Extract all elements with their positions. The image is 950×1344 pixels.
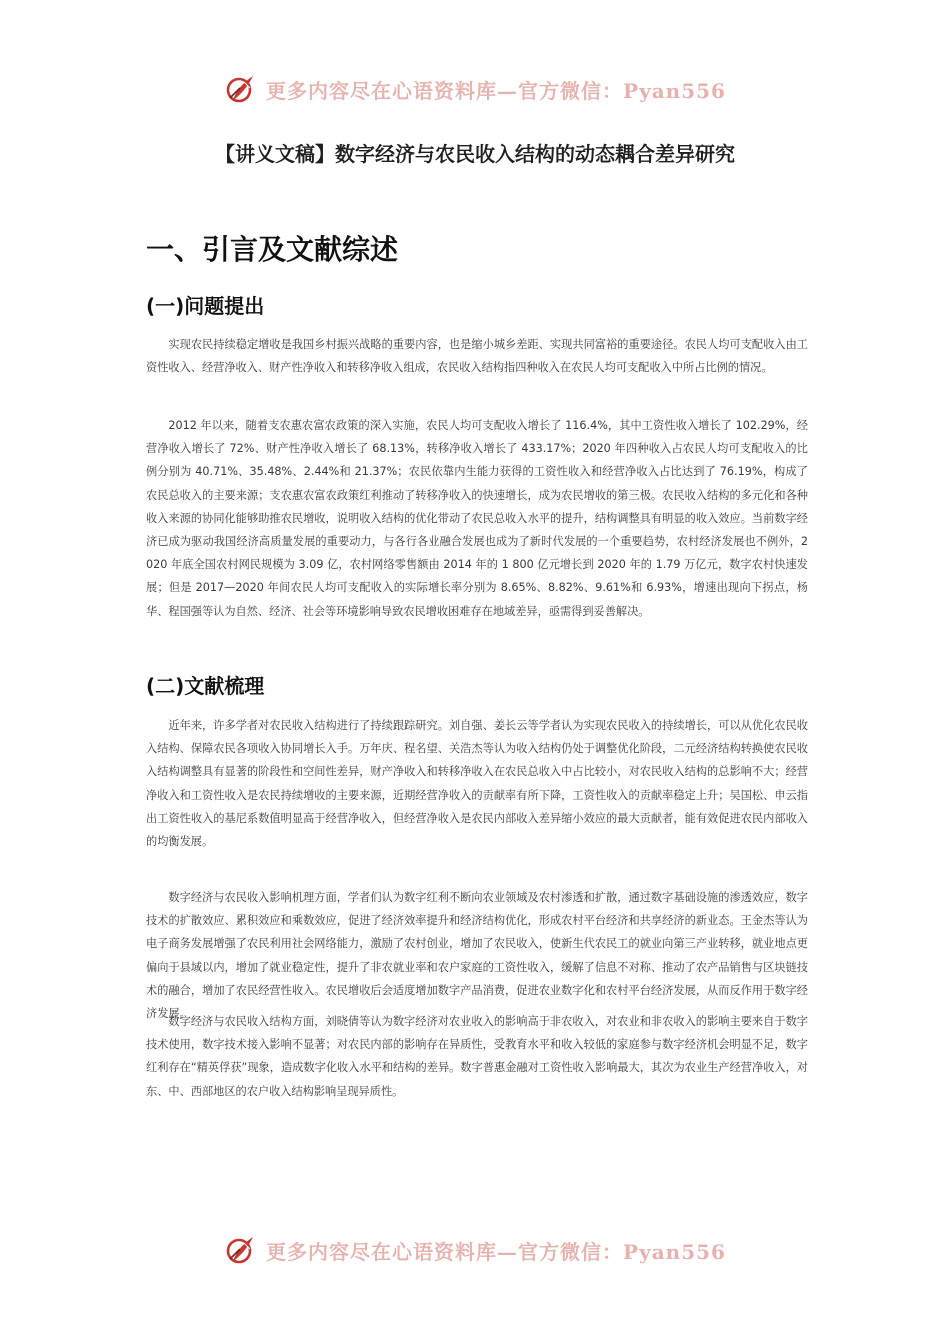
paragraph-2: 2012 年以来，随着支农惠农富农政策的深入实施，农民人均可支配收入增长了 116.4%，其中工资性收入增长了 102.29%，经营净收入增长了 72%、财产性净收入增长了 68.13%，转移净收入增长了 433.17%；2020 年四种收入占农民人均可支配收入的比例分别为 40.71%、35.48%、2.44%和 21.37%；农民依靠内生能力获得的工资性收入和经营净收入占比达到了 76.19%，构成了农民总收入的主要来源；支农惠农富农政策红利推动了转移净收入的快速增长，成为农民增收的第三极。农民收入结构的多元化和各种收入来源的协同化能够助推农民增收，说明收入结构的优化带动了农民总收入水平的提升，结构调整具有明显的收入效应。当前数字经济已成为驱动我国经济高质量发展的重要动力，与各行各业融合发展也成为了新时代发展的一个重要趋势，农村经济发展也不例外，2020 年底全国农村网民规模为 3.09 亿，农村网络零售额由 2014 年的 1 800 亿元增长到 2020 年的 1.79 万亿元，数字农村快速发展；但是 2017—2020 年间农民人均可支配收入的实际增长率分别为 8.65%、8.82%、9.61%和 6.93%，增速出现向下拐点，杨华、程国强等认为自然、经济、社会等环境影响导致农民增收困难存在地域差异，亟需得到妥善解决。	[146, 419, 808, 618]
quill-logo-icon	[224, 1233, 258, 1267]
footer-banner-text: 更多内容尽在心语资料库—官方微信：Pyan556	[266, 1239, 726, 1264]
paragraph-5: 数字经济与农民收入结构方面，刘晓倩等认为数字经济对农业收入的影响高于非农收入，对农业和非农收入的影响主要来自于数字技术使用，数字技术接入影响不显著；对农民内部的影响存在异质性，受教育水平和收入较低的家庭参与数字经济机会明显不足，数字红利存在“精英俘获”现象，造成数字化收入水平和结构的差异。数字普惠金融对工资性收入影响最大，其次为农业生产经营净收入，对东、中、西部地区的农户收入结构影响呈现异质性。	[146, 1015, 808, 1098]
quill-logo-icon	[224, 72, 258, 106]
subsection-heading-1: (一)问题提出	[146, 294, 265, 318]
header-watermark-banner	[0, 72, 950, 106]
header-banner-text: 更多内容尽在心语资料库—官方微信：Pyan556	[266, 78, 726, 103]
paragraph-3: 近年来，许多学者对农民收入结构进行了持续跟踪研究。刘自强、姜长云等学者认为实现农民收入的持续增长，可以从优化农民收入结构、保障农民各项收入协同增长入手。万年庆、程名望、关浩杰等认为收入结构仍处于调整优化阶段，二元经济结构转换使农民收入结构调整具有显著的阶段性和空间性差异，财产净收入和转移净收入在农民总收入中占比较小，对农民收入结构的总影响不大；经营净收入和工资性收入是农民持续增收的主要来源，近期经营净收入的贡献率有所下降，工资性收入的贡献率稳定上升；吴国松、申云指出工资性收入的基尼系数值明显高于经营净收入，但经营净收入是农民内部收入差异缩小效应的最大贡献者，能有效促进农民内部收入的均衡发展。	[146, 719, 808, 849]
section-heading-1: 一、引言及文献综述	[146, 233, 399, 266]
document-title: 【讲义文稿】数字经济与农民收入结构的动态耦合差异研究	[215, 142, 735, 166]
paragraph-4: 数字经济与农民收入影响机理方面，学者们认为数字红利不断向农业领域及农村渗透和扩散，通过数字基础设施的渗透效应，数字技术的扩散效应、累积效应和乘数效应，促进了经济效率提升和经济结构优化，形成农村平台经济和共享经济的新业态。王金杰等认为电子商务发展增强了农民利用社会网络能力，激励了农村创业，增加了农民收入，使新生代农民工的就业向第三产业转移，就业地点更偏向于县域以内，增加了就业稳定性，提升了非农就业率和农户家庭的工资性收入，缓解了信息不对称、推动了农产品销售与区块链技术的融合，增加了农民经营性收入。农民增收后会适度增加数字产品消费，促进农业数字化和农村平台经济发展，从而反作用于数字经济发展。	[146, 891, 808, 1021]
paragraph-1: 实现农民持续稳定增收是我国乡村振兴战略的重要内容，也是缩小城乡差距、实现共同富裕的重要途径。农民人均可支配收入由工资性收入、经营净收入、财产性净收入和转移净收入组成，农民收入结构指四种收入在农民人均可支配收入中所占比例的情况。	[146, 338, 808, 375]
footer-watermark-banner	[0, 1233, 950, 1267]
subsection-heading-2: (二)文献梳理	[146, 674, 265, 698]
